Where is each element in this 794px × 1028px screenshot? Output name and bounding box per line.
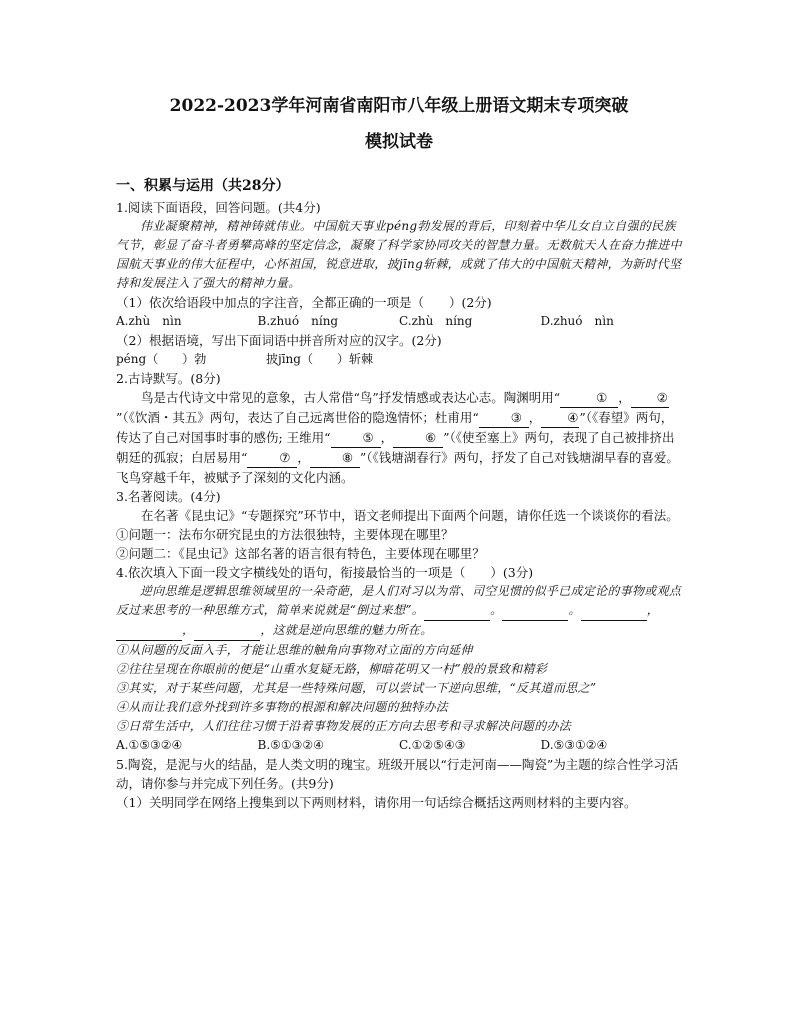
question-1-sub2-items	[116, 350, 416, 369]
question-3-item-1: ①问题一：法布尔研究昆虫的方法很独特，主要体现在哪里？	[116, 527, 454, 542]
passage-text: 逆向思维是逻辑思维领域里的一朵奇葩，是人们对习以为常、司空见惯的似乎已成定论的事物或观点反过来思考的一种思维方式，简单来说就是“倒过来想”。	[116, 584, 682, 617]
pinyin-item-peng[interactable]: péng（ ）勃	[116, 352, 207, 366]
poem-text: ，	[297, 450, 310, 465]
poem-text: ，	[618, 390, 631, 405]
option-b[interactable]: B.⑤①③②④	[257, 738, 324, 752]
fill-blank-4[interactable]	[116, 621, 182, 641]
exam-title-line1: 2022-2023学年河南省南阳市八年级上册语文期末专项突破	[169, 96, 629, 116]
poem-text: ”（《钱塘湖春行》两句，抒发了自己对钱塘湖早春的喜爱。飞鸟穿越千年，被赋予了深刻的文化内涵。	[116, 450, 679, 485]
blank-1[interactable]: ①	[560, 388, 618, 408]
question-4-item-4: ④从而让我们意外找到许多事物的根源和解决问题的独特办法	[116, 700, 449, 714]
passage-text: 这就是逆向思维的魅力所在。	[272, 623, 433, 637]
pinyin-item-jing[interactable]: 披jīng（ ）斩棘	[266, 352, 373, 366]
blank-6[interactable]: ⑥	[393, 428, 443, 448]
poem-text: ”（《饮酒・其五》两句，表达了自己远离世俗的隐逸情怀；杜甫用“	[116, 410, 479, 425]
option-d[interactable]: D.⑤③①②④	[540, 738, 608, 752]
question-1-stem: 1.阅读下面语段，回答问题。(共4分)	[116, 200, 321, 215]
exam-page	[116, 88, 682, 812]
poem-text: ，	[528, 410, 542, 425]
blank-2[interactable]: ②	[631, 388, 669, 408]
blank-7[interactable]: ⑦	[247, 448, 297, 468]
option-c[interactable]: C.zhù níng	[399, 314, 473, 328]
blank-3[interactable]: ③	[479, 408, 529, 428]
question-1-sub2: （2）根据语境，写出下面词语中拼音所对应的汉字。(2分)	[116, 333, 442, 348]
option-a[interactable]: A.zhù nìn	[116, 314, 182, 328]
poem-text: ”（《春望》两句，传达了自己对国事时事的感伤; 王维用“	[116, 410, 674, 445]
poem-text: ”（《使至塞上》两句，表现了自己被排挤出朝廷的孤寂；白居易用“	[116, 430, 675, 465]
question-1-sub1: （1）依次给语段中加点的字注音，全都正确的一项是（ ）(2分)	[116, 295, 492, 310]
poem-text: 鸟是古代诗文中常见的意象，古人常借“鸟”抒发情感或表达心志。陶渊明用“	[141, 390, 561, 405]
question-4-passage: 逆向思维是逻辑思维领域里的一朵奇葩，是人们对习以为常、司空见惯的似乎已成定论的事物或观点反过来思考的一种思维方式，简单来说就是“倒过来想”。 。 。 ，， ，这就是逆向思维的魅力所在。	[116, 582, 682, 641]
question-2-stem: 2.古诗默写。(8分)	[116, 371, 221, 386]
option-a[interactable]: A.①⑤③②④	[116, 738, 183, 752]
fill-blank-3[interactable]	[581, 601, 647, 621]
question-4-item-2: ②往往呈现在你眼前的便是“山重水复疑无路，柳暗花明又一村”般的景致和精彩	[116, 662, 548, 676]
blank-4[interactable]: ④	[541, 408, 579, 428]
question-4-item-3: ③其实，对于某些问题，尤其是一些特殊问题，可以尝试一下逆向思维，“反其道而思之”	[116, 681, 597, 695]
question-3-intro: 在名著《昆虫记》“专题探究”环节中，语文老师提出下面两个问题，请你任选一个谈谈你的看法。	[141, 508, 679, 523]
question-4-stem: 4.依次填入下面一段文字横线处的语句，衔接最恰当的一项是（ ）(3分)	[116, 565, 534, 580]
question-4-item-5: ⑤日常生活中，人们往往习惯于沿着事物发展的正方向去思考和寻求解决问题的办法	[116, 719, 572, 733]
blank-8[interactable]: ⑧	[310, 448, 360, 468]
poem-text: ，	[380, 430, 394, 445]
exam-title-line2: 模拟试卷	[365, 132, 433, 152]
question-5-sub1: （1）关明同学在网络上搜集到以下两则材料，请你用一句话综合概括这两则材料的主要内容。	[116, 795, 637, 810]
option-b[interactable]: B.zhuó níng	[257, 314, 339, 328]
section-heading: 一、积累与运用（共28分）	[116, 178, 290, 194]
question-5-stem: 5.陶瓷，是泥与火的结晶，是人类文明的瑰宝。班级开展以“行走河南——陶瓷”为主题的综合性学习活动，请你参与并完成下列任务。(共9分)	[116, 757, 679, 791]
blank-5[interactable]: ⑤	[331, 428, 381, 448]
fill-blank-5[interactable]	[194, 621, 260, 641]
question-4-options	[116, 736, 682, 755]
question-4-item-1: ①从问题的反面入手，才能让思维的触角向事物对立面的方向延伸	[116, 643, 473, 657]
question-3-stem: 3.名著阅读。(4分)	[116, 489, 221, 504]
question-1-passage: 伟业凝聚精神，精神铸就伟业。中国航天事业péng勃发展的背后，印刻着中华儿女自立自强的民族气节，彰显了奋斗者勇攀高峰的坚定信念，凝聚了科学家协同攻关的智慧力量。无数航天人在奋力推进中国航天事业的伟大征程中，心怀祖国，锐意进取，披jīng斩棘，成就了伟大的中国航天精神，为新时代坚持和发展注入了强大的精神力量。	[116, 219, 682, 290]
question-1-sub1-options	[116, 312, 682, 331]
fill-blank-2[interactable]	[502, 601, 568, 621]
option-c[interactable]: C.①②⑤④③	[399, 738, 466, 752]
fill-blank-1[interactable]	[424, 601, 490, 621]
option-d[interactable]: D.zhuó nìn	[540, 314, 614, 328]
question-3-item-2: ②问题二：《昆虫记》这部名著的语言很有特色，主要体现在哪里？	[116, 546, 485, 561]
question-2-passage	[116, 388, 682, 487]
